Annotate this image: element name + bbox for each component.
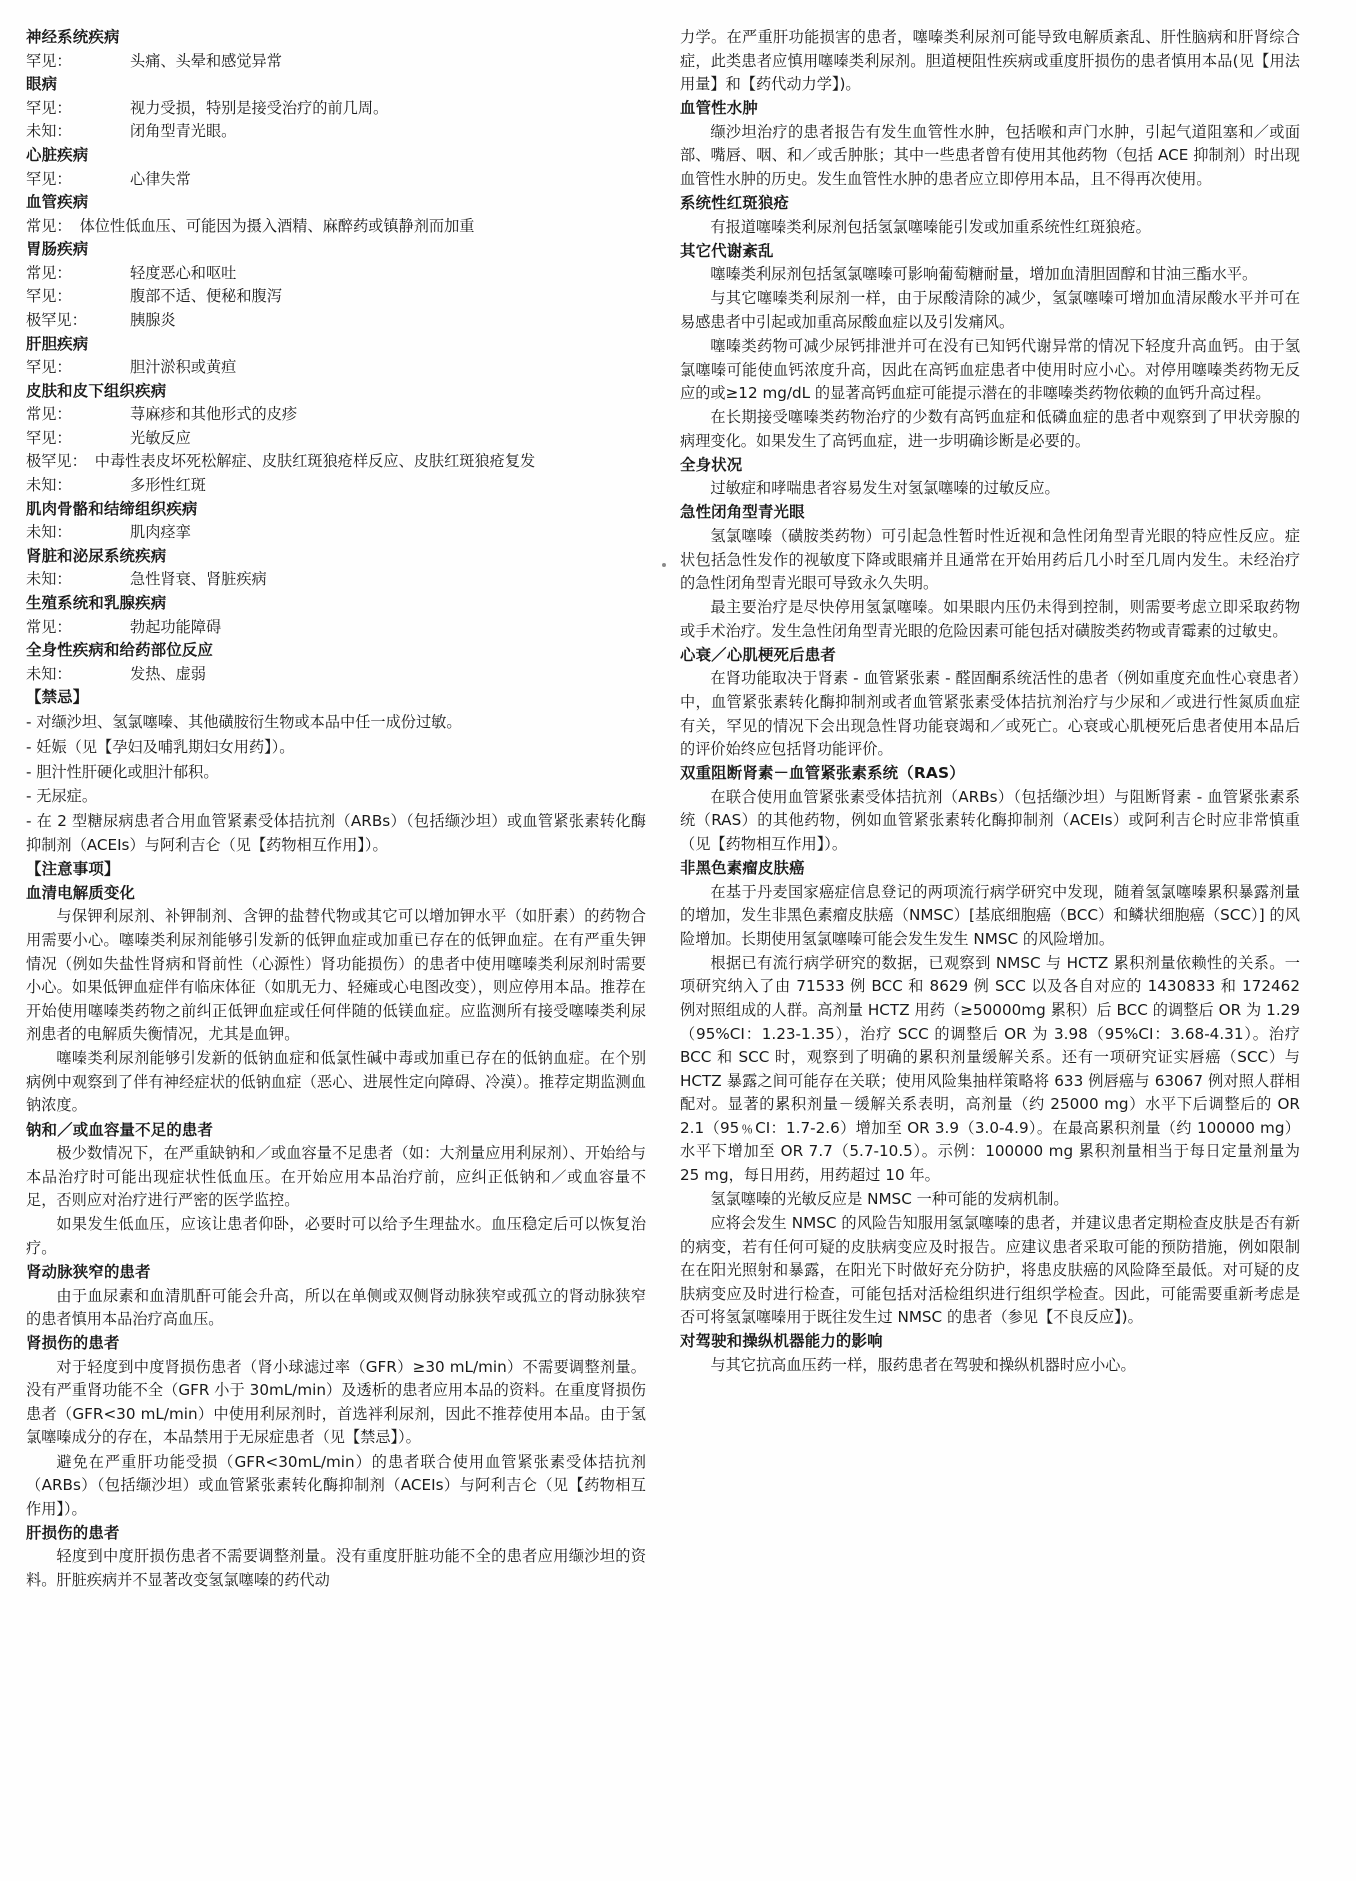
- section-heading: 肾损伤的患者: [26, 1334, 120, 1353]
- adverse-reaction-row: [26, 97, 646, 121]
- adverse-reaction-row: [26, 285, 646, 309]
- adverse-reaction-row: [26, 356, 646, 380]
- body-paragraph: 在基于丹麦国家癌症信息登记的两项流行病学研究中发现，随着氢氯噻嗪累积暴露剂量的增加，发生非黑色素瘤皮肤癌（NMSC）[基底细胞癌（BCC）和鳞状细胞癌（SCC）] 的风险增加。长期使用氢氯噻嗪可能会发生发生 NMSC 的风险增加。: [680, 882, 1300, 948]
- page-speck: [662, 563, 666, 567]
- body-paragraph: 极少数情况下，在严重缺钠和／或血容量不足患者（如：大剂量应用利尿剂）、开始给与本品治疗时可能出现症状性低血压。在开始应用本品治疗前，应纠正低钠和／或血容量不足，否则应对治疗进行严密的医学监控。: [26, 1144, 646, 1210]
- adverse-reaction-row: [26, 50, 646, 74]
- adverse-reaction-row: [26, 568, 646, 592]
- effect-text: 视力受损，特别是接受治疗的前几周。: [130, 98, 389, 117]
- body-paragraph: 对于轻度到中度肾损伤患者（肾小球滤过率（GFR）≥30 mL/min）不需要调整剂量。没有严重肾功能不全（GFR 小于 30mL/min）及透析的患者应用本品的资料。在重度肾损伤患者（GFR<30 mL/min）中使用利尿剂时，首选袢利尿剂，因此不推荐使用本品。由于氢氯噻嗪成分的存在，本品禁用于无尿症患者（见【禁忌】）。: [26, 1357, 646, 1447]
- frequency-label: 未知：: [26, 523, 72, 542]
- frequency-label: 极罕见：: [26, 452, 87, 471]
- body-paragraph: 噻嗪类药物可减少尿钙排泄并可在没有已知钙代谢异常的情况下轻度升高血钙。由于氢氯噻嗪可能使血钙浓度升高，因此在高钙血症患者中使用时应小心。对停用噻嗪类药物无反应的或≥12 mg/dL 的显著高钙血症可能提示潜在的非噻嗪类药物依赖的血钙升高过程。: [680, 336, 1300, 403]
- frequency-label: 常见：: [26, 617, 72, 636]
- section-heading: 【禁忌】: [26, 688, 89, 707]
- body-paragraph: 氢氯噻嗪的光敏反应是 NMSC 一种可能的发病机制。: [710, 1189, 1069, 1208]
- section-heading: 血管性水肿: [680, 99, 758, 118]
- effect-text: 胆汁淤积或黄疸: [130, 358, 237, 377]
- effect-text: 多形性红斑: [130, 476, 206, 495]
- effect-text: 心律失常: [130, 169, 191, 188]
- section-heading: 眼病: [26, 75, 58, 94]
- body-paragraph: 如果发生低血压，应该让患者仰卧，必要时可以给予生理盐水。血压稳定后可以恢复治疗。: [26, 1215, 646, 1257]
- effect-text: 勃起功能障碍: [130, 617, 222, 636]
- body-paragraph: 缬沙坦治疗的患者报告有发生血管性水肿，包括喉和声门水肿，引起气道阻塞和／或面部、嘴唇、咽、和／或舌肿胀；其中一些患者曾有使用其他药物（包括 ACE 抑制剂）时出现血管性水肿的历史。发生血管性水肿的患者应立即停用本品，且不得再次使用。: [680, 122, 1300, 188]
- frequency-label: 极罕见：: [26, 310, 87, 329]
- frequency-label: 未知：: [26, 664, 72, 683]
- section-heading: 肝损伤的患者: [26, 1523, 120, 1542]
- section-heading: 肌肉骨骼和结缔组织疾病: [26, 499, 198, 518]
- body-paragraph: 在联合使用血管紧张素受体拮抗剂（ARBs）（包括缬沙坦）与阻断肾素 - 血管紧张素系统（RAS）的其他药物，例如血管紧张素转化酶抑制剂（ACEIs）或阿利吉仑时应非常慎重（见【药物相互作用】）。: [680, 787, 1300, 853]
- effect-text: 中毒性表皮坏死松解症、皮肤红斑狼疮样反应、皮肤红斑狼疮复发: [94, 452, 536, 471]
- body-paragraph: 最主要治疗是尽快停用氢氯噻嗪。如果眼内压仍未得到控制，则需要考虑立即采取药物或手术治疗。发生急性闭角型青光眼的危险因素可能包括对磺胺类药物或青霉素的过敏史。: [680, 598, 1300, 640]
- body-paragraph: 与其它噻嗪类利尿剂一样，由于尿酸清除的减少，氢氯噻嗪可增加血清尿酸水平并可在易感患者中引起或加重高尿酸血症以及引发痛风。: [680, 289, 1300, 331]
- section-heading: 系统性红斑狼疮: [680, 193, 790, 212]
- body-paragraph: 有报道噻嗪类利尿剂包括氢氯噻嗪能引发或加重系统性红斑狼疮。: [710, 217, 1151, 236]
- section-heading: 肾脏和泌尿系统疾病: [26, 546, 167, 565]
- body-paragraph: 在肾功能取决于肾素 - 血管紧张素 - 醛固酮系统活性的患者（例如重度充血性心衰患者）中，血管紧张素转化酶抑制剂或者血管紧张素受体拮抗剂治疗与少尿和／或进行性氮质血症有关，罕见的情况下会出现急性肾功能衰竭和／或死亡。心衰或心肌梗死后患者使用本品后的评价始终应包括肾功能评价。: [680, 669, 1300, 759]
- effect-text: 腹部不适、便秘和腹泻: [130, 287, 282, 306]
- effect-text: 光敏反应: [130, 428, 191, 447]
- section-heading: 对驾驶和操纵机器能力的影响: [680, 1332, 883, 1351]
- adverse-reaction-row: [26, 663, 646, 687]
- effect-text: 闭角型青光眼。: [130, 122, 237, 141]
- effect-text: 急性肾衰、肾脏疾病: [130, 570, 267, 589]
- adverse-reaction-row: [26, 403, 646, 427]
- body-paragraph: 噻嗪类利尿剂包括氢氯噻嗪可影响葡萄糖耐量，增加血清胆固醇和甘油三酯水平。: [710, 265, 1258, 284]
- body-paragraph: 由于血尿素和血清肌酐可能会升高，所以在单侧或双侧肾动脉狭窄或孤立的肾动脉狭窄的患者慎用本品治疗高血压。: [26, 1286, 646, 1329]
- section-heading: 心脏疾病: [26, 145, 89, 164]
- left-text-column: [26, 26, 646, 1593]
- two-column-layout: [26, 26, 1330, 1593]
- frequency-label: 罕见：: [26, 51, 72, 70]
- section-heading: 其它代谢紊乱: [680, 241, 774, 260]
- frequency-label: 未知：: [26, 570, 72, 589]
- frequency-label: 常见：: [26, 405, 72, 424]
- effect-text: 胰腺炎: [130, 310, 176, 329]
- body-paragraph: 与保钾利尿剂、补钾制剂、含钾的盐替代物或其它可以增加钾水平（如肝素）的药物合用需要小心。噻嗪类利尿剂能够引发新的低钾血症或加重已存在的低钾血症。在有严重失钾情况（例如失盐性肾病和肾前性（心源性）肾功能损伤）的患者中使用噻嗪类利尿剂时需要小心。如果低钾血症伴有临床体征（如肌无力、轻瘫或心电图改变），则应停用本品。推荐在开始使用噻嗪类药物之前纠正低钾血症或任何伴随的低镁血症。应监测所有接受噻嗪类利尿剂患者的电解质失衡情况，尤其是血钾。: [26, 907, 646, 1044]
- effect-text: 体位性低血压、可能因为摄入酒精、麻醉药或镇静剂而加重: [79, 216, 475, 235]
- body-paragraph: 在长期接受噻嗪类药物治疗的少数有高钙血症和低磷血症的患者中观察到了甲状旁腺的病理变化。如果发生了高钙血症，进一步明确诊断是必要的。: [680, 408, 1300, 450]
- section-heading: 生殖系统和乳腺疾病: [26, 593, 167, 612]
- frequency-label: 罕见：: [26, 287, 72, 306]
- adverse-reaction-row: [26, 616, 646, 640]
- effect-text: 头痛、头晕和感觉异常: [130, 51, 282, 70]
- body-paragraph: 避免在严重肝功能受损（GFR<30mL/min）的患者联合使用血管紧张素受体拮抗剂（ARBs）（包括缬沙坦）或血管紧张素转化酶抑制剂（ACEIs）与阿利吉仑（见【药物相互作用】）。: [26, 1452, 646, 1518]
- adverse-reaction-row: [26, 474, 646, 498]
- adverse-reaction-row: [26, 262, 646, 286]
- frequency-label: 罕见：: [26, 98, 72, 117]
- body-paragraph: 氢氯噻嗪（磺胺类药物）可引起急性暂时性近视和急性闭角型青光眼的特应性反应。症状包括急性发作的视敏度下降或眼痛并且通常在开始用药后几小时至几周内发生。未经治疗的急性闭角型青光眼可导致永久失明。: [680, 527, 1300, 593]
- adverse-reaction-row: [26, 450, 646, 474]
- body-paragraph: 应将会发生 NMSC 的风险告知服用氢氯噻嗪的患者，并建议患者定期检查皮肤是否有新的病变，若有任何可疑的皮肤病变应及时报告。应建议患者采取可能的预防措施，例如限制在在阳光照射和暴露，在阳光下时做好充分防护，将患皮肤癌的风险降至最低。对可疑的皮肤病变应及时进行检查，可能包括对活检组织进行组织学检查。因此，可能需要重新考虑是否可将氢氯噻嗪用于既往发生过 NMSC 的患者（参见【不良反应】)。: [680, 1214, 1300, 1327]
- section-heading: 肾动脉狭窄的患者: [26, 1262, 151, 1281]
- section-heading: 血管疾病: [26, 193, 89, 212]
- frequency-label: 罕见：: [26, 428, 72, 447]
- section-heading: 全身性疾病和给药部位反应: [26, 641, 214, 660]
- effect-text: 肌肉痉挛: [130, 523, 191, 542]
- bullet-item: - 在 2 型糖尿病患者合用血管紧素受体拮抗剂（ARBs）（包括缬沙坦）或血管紧张素转化酶抑制剂（ACEIs）与阿利吉仑（见【药物相互作用】）。: [26, 812, 646, 855]
- adverse-reaction-row: [26, 521, 646, 545]
- body-paragraph: 过敏症和哮喘患者容易发生对氢氯噻嗪的过敏反应。: [710, 479, 1060, 498]
- section-heading: 皮肤和皮下组织疾病: [26, 381, 167, 400]
- adverse-reaction-row: [26, 168, 646, 192]
- bullet-item: - 无尿症。: [26, 787, 98, 806]
- section-heading: 全身状况: [680, 455, 743, 474]
- effect-text: 轻度恶心和呕吐: [130, 263, 237, 282]
- body-paragraph: 与其它抗高血压药一样，服药患者在驾驶和操纵机器时应小心。: [710, 1355, 1136, 1374]
- right-text-column: [680, 26, 1300, 1378]
- section-heading: 神经系统疾病: [26, 28, 120, 46]
- adverse-reaction-row: [26, 215, 646, 239]
- effect-text: 发热、虚弱: [130, 664, 206, 683]
- bullet-item: - 对缬沙坦、氢氯噻嗪、其他磺胺衍生物或本品中任一成份过敏。: [26, 712, 462, 731]
- section-heading: 急性闭角型青光眼: [680, 503, 805, 522]
- section-heading: 双重阻断肾素－血管紧张素系统（RAS）: [680, 764, 965, 783]
- frequency-label: 未知：: [26, 476, 72, 495]
- frequency-label: 未知：: [26, 122, 72, 141]
- section-heading: 心衰／心肌梗死后患者: [680, 645, 836, 664]
- adverse-reaction-row: [26, 427, 646, 451]
- frequency-label: 常见：: [26, 216, 72, 235]
- section-heading: 【注意事项】: [26, 860, 120, 879]
- body-paragraph: 根据已有流行病学研究的数据，已观察到 NMSC 与 HCTZ 累积剂量依赖性的关系。一项研究纳入了由 71533 例 BCC 和 8629 例 SCC 以及各自对应的 1430833 和 172462 例对照组成的人群。高剂量 HCTZ 用药（≥50000mg 累积）后 BCC 的调整后 OR 为 1.29（95%CI：1.23-1.35），治疗 SCC 的调整后 OR 为 3.98（95%CI：3.68-4.31）。治疗 BCC 和 SCC 时，观察到了明确的累积剂量缓解关系。还有一项研究证实唇癌（SCC）与 HCTZ 暴露之间可能存在关联；使用风险集抽样策略将 633 例唇癌与 63067 例对照人群相配对。显著的累积剂量－缓解关系表明，高剂量（约 25000 mg）水平下后调整后的 OR 2.1（95﹪CI：1.7-2.6）增加至 OR 3.9（3.0-4.9）。在最高累积剂量（约 100000 mg）水平下增加至 OR 7.7（5.7-10.5）。示例：100000 mg 累积剂量相当于每日定量剂量为 25 mg，每日用药，用药超过 10 年。: [680, 953, 1300, 1184]
- section-heading: 非黑色素瘤皮肤癌: [680, 859, 805, 878]
- frequency-label: 罕见：: [26, 169, 72, 188]
- section-heading: 肝胆疾病: [26, 334, 89, 353]
- adverse-reaction-row: [26, 309, 646, 333]
- body-paragraph: 轻度到中度肝损伤患者不需要调整剂量。没有重度肝脏功能不全的患者应用缬沙坦的资料。肝脏疾病并不显著改变氢氯噻嗪的药代动: [26, 1547, 646, 1589]
- section-heading: 胃肠疾病: [26, 240, 89, 259]
- body-paragraph: 力学。在严重肝功能损害的患者，噻嗪类利尿剂可能导致电解质紊乱、肝性脑病和肝肾综合症，此类患者应慎用噻嗪类利尿剂。胆道梗阻性疾病或重度肝损伤的患者慎用本品(见【用法用量】和【药代动力学】)。: [680, 28, 1300, 94]
- frequency-label: 常见：: [26, 263, 72, 282]
- bullet-item: - 妊娠（见【孕妇及哺乳期妇女用药】）。: [26, 737, 295, 756]
- effect-text: 荨麻疹和其他形式的皮疹: [130, 405, 298, 424]
- frequency-label: 罕见：: [26, 358, 72, 377]
- section-heading: 钠和／或血容量不足的患者: [26, 1120, 214, 1139]
- body-paragraph: 噻嗪类利尿剂能够引发新的低钠血症和低氯性碱中毒或加重已存在的低钠血症。在个别病例中观察到了伴有神经症状的低钠血症（恶心、进展性定向障碍、冷漠）。推荐定期监测血钠浓度。: [26, 1049, 646, 1115]
- section-heading: 血清电解质变化: [26, 883, 136, 902]
- bullet-item: - 胆汁性肝硬化或胆汁郁积。: [26, 762, 219, 781]
- adverse-reaction-row: [26, 120, 646, 144]
